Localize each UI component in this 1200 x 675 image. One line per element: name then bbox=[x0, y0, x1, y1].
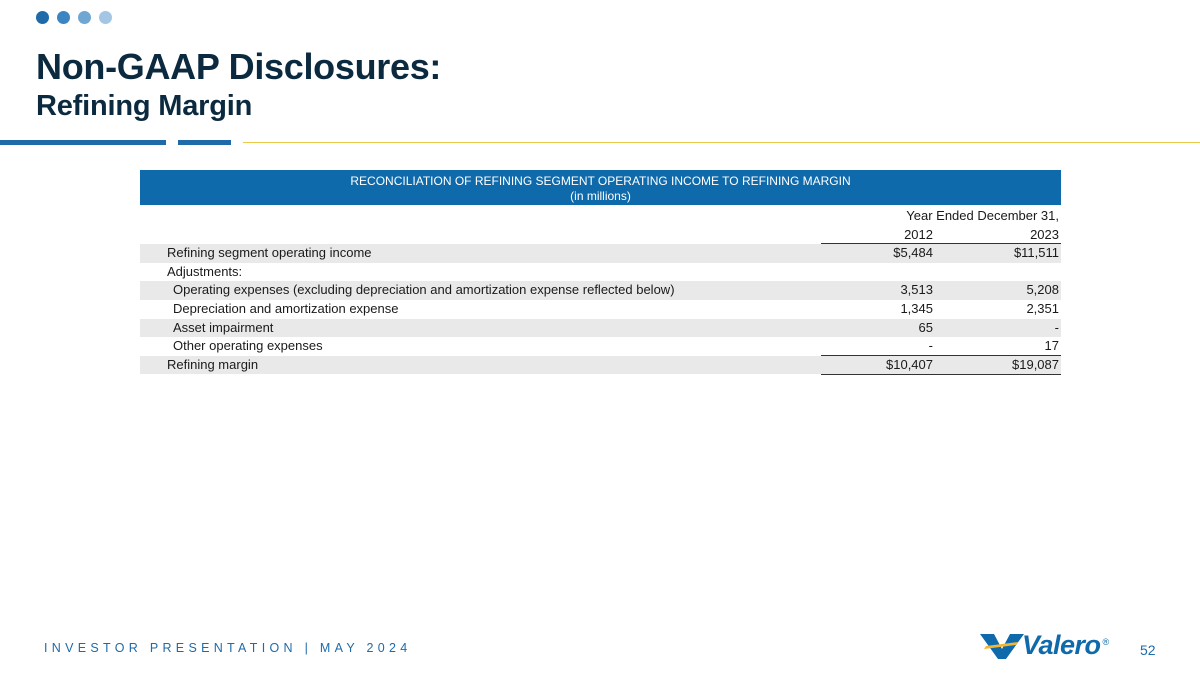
valero-logo bbox=[978, 630, 1109, 661]
row-value-2012: $10,407 bbox=[886, 356, 933, 372]
row-value-2023: 5,208 bbox=[1026, 282, 1059, 298]
row-value-2012: 1,345 bbox=[900, 300, 933, 316]
period-header-row bbox=[140, 207, 1061, 226]
row-value-2023: $11,511 bbox=[1013, 245, 1059, 261]
year-header-row bbox=[140, 226, 1061, 245]
title-rule-segment-2 bbox=[178, 140, 231, 145]
row-value-2012: 65 bbox=[918, 319, 933, 335]
row-value-2012: - bbox=[928, 338, 933, 354]
row-label: Asset impairment bbox=[173, 319, 274, 335]
table-row-operating-income bbox=[140, 244, 1061, 263]
column-header-2023: 2023 bbox=[1030, 226, 1059, 242]
table-units: (in millions) bbox=[570, 189, 631, 203]
row-label: Depreciation and amortization expense bbox=[173, 300, 399, 316]
period-header: Year Ended December 31, bbox=[906, 208, 1059, 223]
row-value-2012: 3,513 bbox=[900, 282, 933, 298]
table-row-asset-impairment bbox=[140, 319, 1061, 338]
row-label: Other operating expenses bbox=[173, 338, 323, 354]
title-rule-line bbox=[243, 142, 1200, 143]
row-label: Refining segment operating income bbox=[167, 245, 372, 261]
registered-mark: ® bbox=[1102, 636, 1110, 647]
table-row-refining-margin bbox=[140, 356, 1061, 375]
row-value-2023: - bbox=[1054, 319, 1059, 335]
logo-wordmark: Valero bbox=[1022, 630, 1101, 660]
table-title: RECONCILIATION OF REFINING SEGMENT OPERATING INCOME TO REFINING MARGIN bbox=[350, 174, 851, 188]
table-row-adjustments bbox=[140, 263, 1061, 282]
row-value-2023: $19,087 bbox=[1012, 356, 1059, 372]
page-title: Non-GAAP Disclosures: bbox=[36, 46, 442, 87]
row-value-2023: 2,351 bbox=[1026, 300, 1059, 316]
dot-3 bbox=[78, 11, 91, 24]
table-row-other-operating-expenses bbox=[140, 337, 1061, 356]
table-row-depreciation bbox=[140, 300, 1061, 319]
row-label: Refining margin bbox=[167, 356, 259, 372]
page-number: 52 bbox=[1140, 642, 1156, 658]
reconciliation-table bbox=[140, 170, 1061, 374]
dot-1 bbox=[36, 11, 49, 24]
decorative-dots bbox=[36, 11, 112, 24]
dot-2 bbox=[57, 11, 70, 24]
table-row-operating-expenses bbox=[140, 281, 1061, 300]
title-rule-segment-1 bbox=[0, 140, 166, 145]
total-underline bbox=[821, 374, 1061, 375]
dot-4 bbox=[99, 11, 112, 24]
table-header-banner bbox=[140, 170, 1061, 205]
row-label: Operating expenses (excluding depreciation and amortization expense reflected below) bbox=[173, 282, 675, 298]
row-label: Adjustments: bbox=[167, 263, 243, 279]
row-value-2012: $5,484 bbox=[893, 245, 933, 261]
row-value-2023: 17 bbox=[1044, 338, 1059, 354]
valero-v-icon bbox=[978, 631, 1026, 661]
page-subtitle: Refining Margin bbox=[36, 90, 253, 122]
footer-text: INVESTOR PRESENTATION | MAY 2024 bbox=[44, 641, 412, 655]
column-header-2012: 2012 bbox=[904, 226, 933, 242]
